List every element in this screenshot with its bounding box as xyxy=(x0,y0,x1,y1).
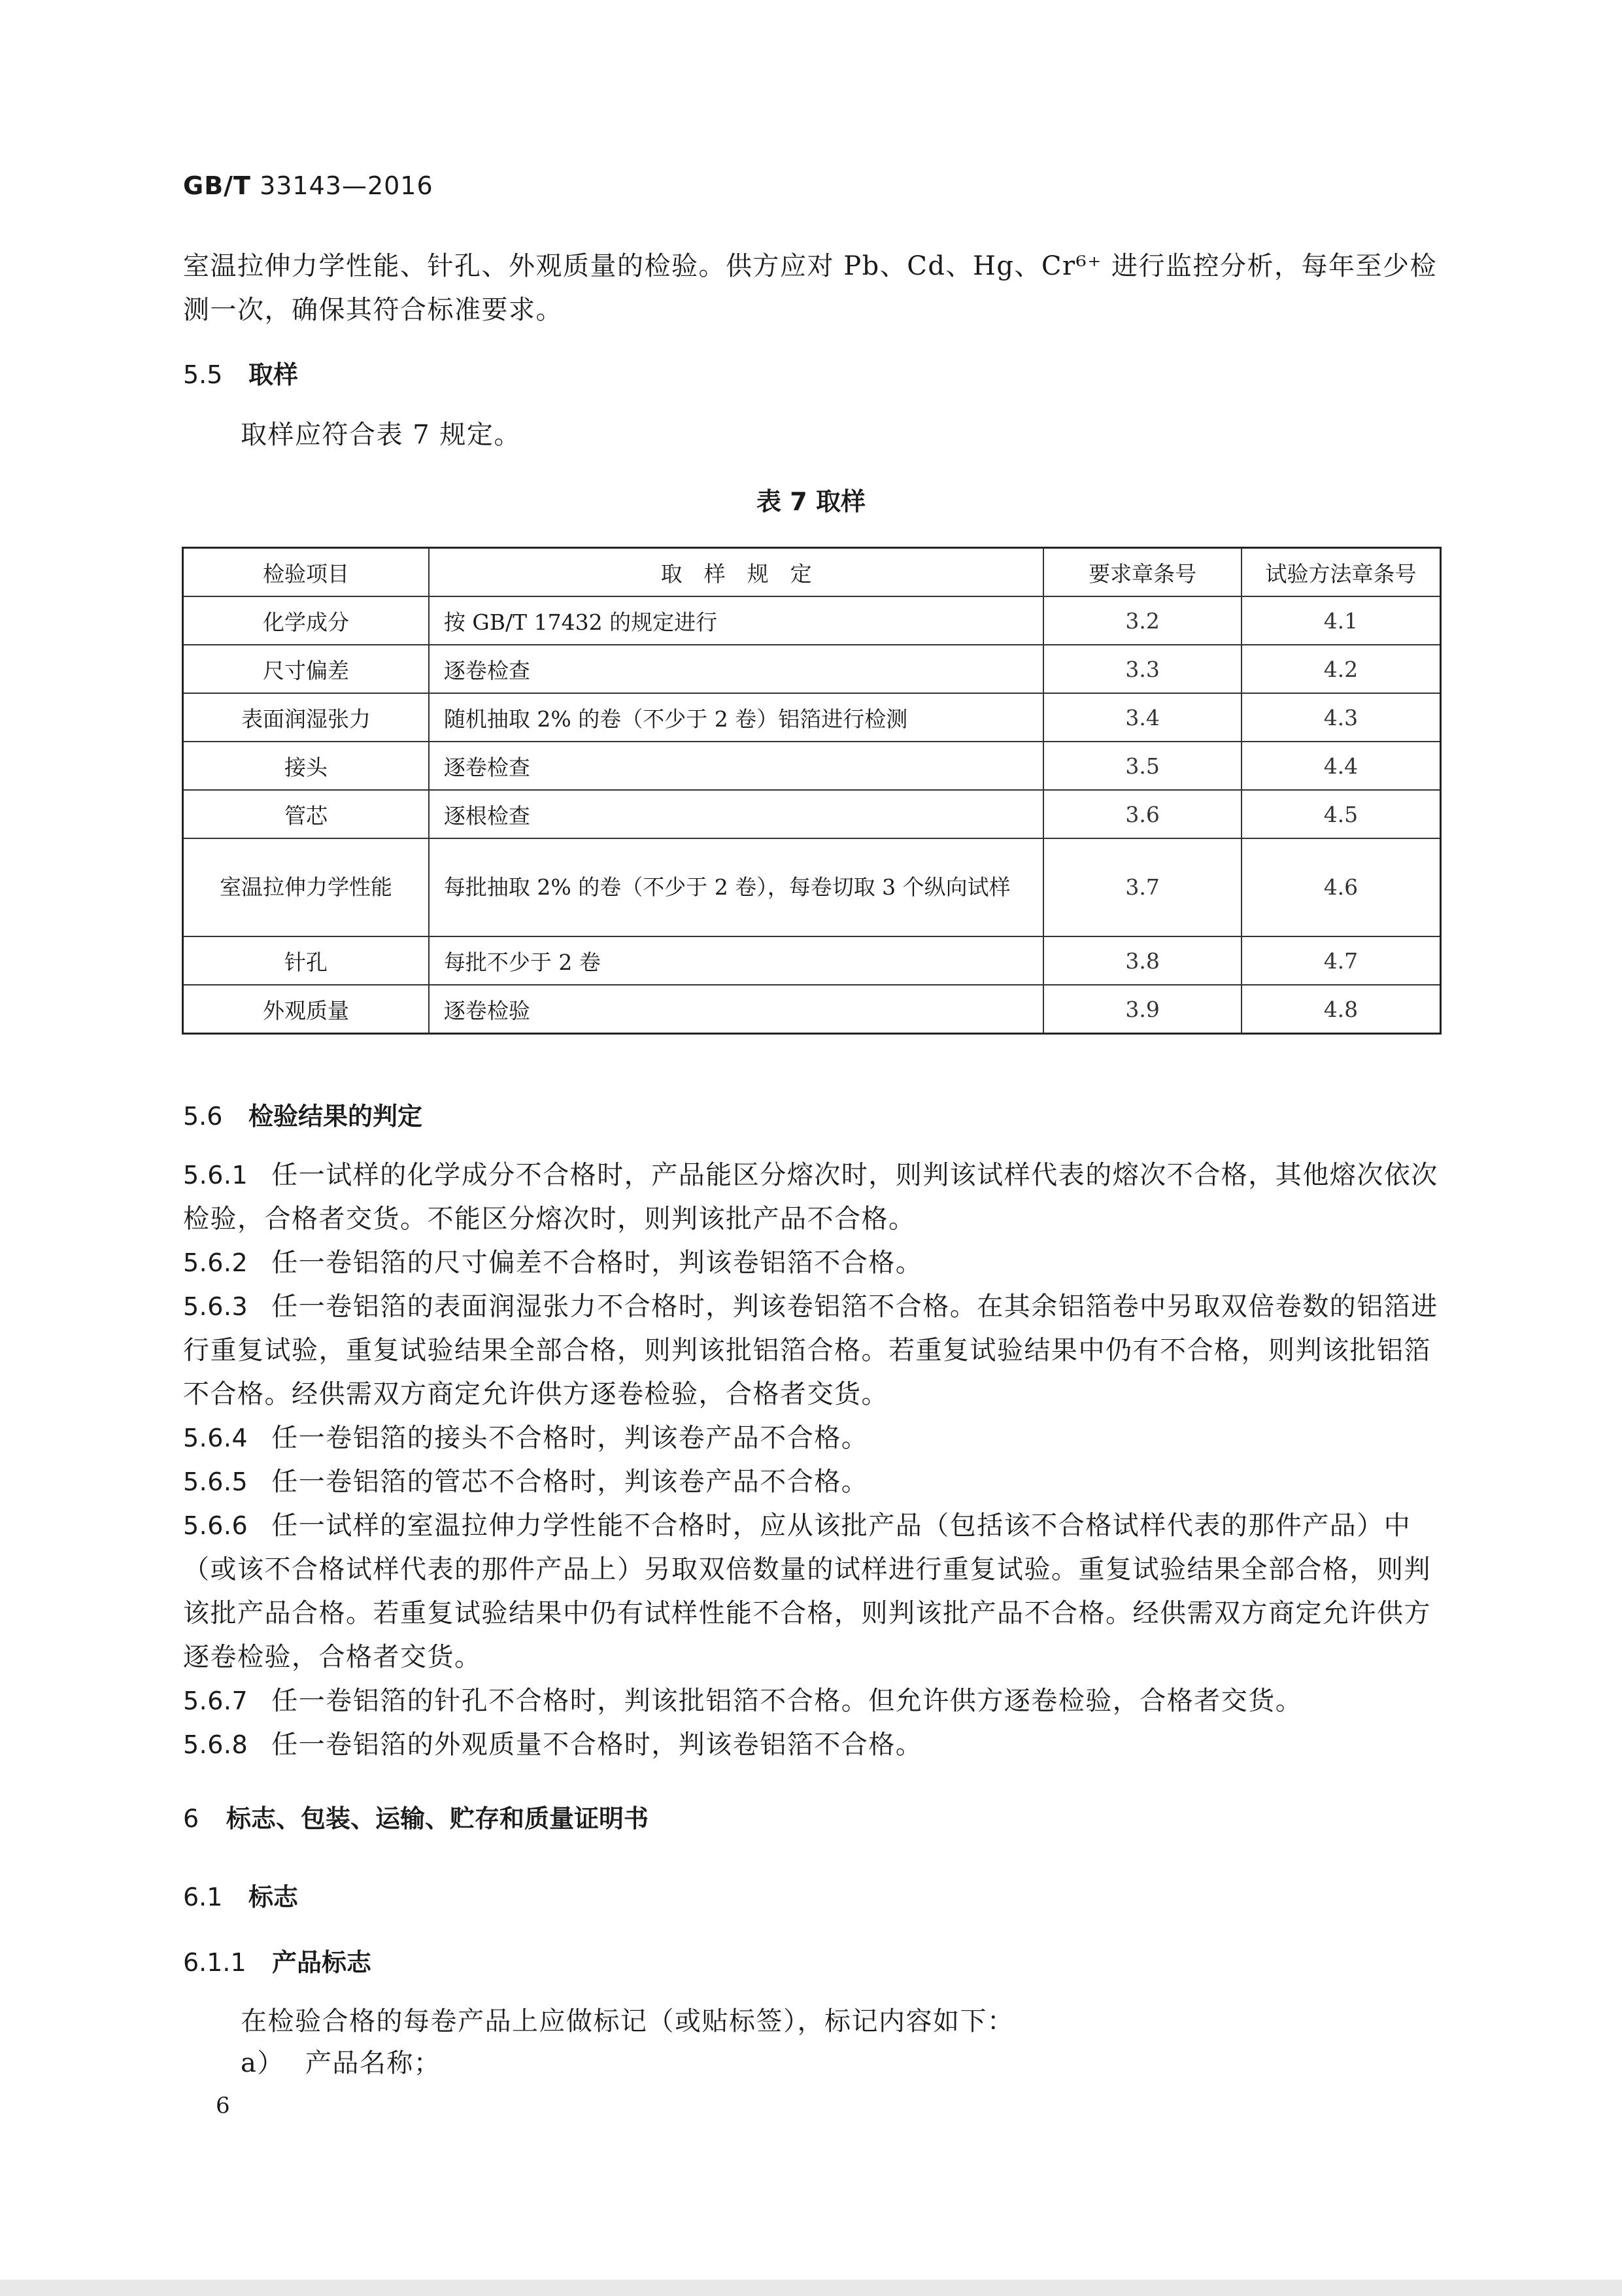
standard-header xyxy=(183,171,433,200)
clause-text: 任一卷铝箔的外观质量不合格时，判该卷铝箔不合格。 xyxy=(271,1730,923,1760)
intro-paragraph: 室温拉伸力学性能、针孔、外观质量的检验。供方应对 Pb、Cd、Hg、Cr⁶⁺ 进行监控分析，每年至少检测一次，确保其符合标准要求。 xyxy=(183,251,1438,325)
clause-5-6-8 xyxy=(183,1723,1442,1767)
clause-number: 5.6.7 xyxy=(183,1687,248,1715)
list-item xyxy=(241,2042,441,2085)
table-caption: 表 7 取样 xyxy=(756,487,866,516)
clause-number: 5.6.8 xyxy=(183,1730,248,1759)
table-row xyxy=(183,790,1441,838)
clause-5-6-4 xyxy=(183,1416,1442,1460)
table-row xyxy=(183,936,1441,985)
clause-number: 5.6.2 xyxy=(183,1248,248,1277)
rule-cell: 每批抽取 2% 的卷（不少于 2 卷），每卷切取 3 个纵向试样 xyxy=(429,838,1043,936)
rule-cell: 随机抽取 2% 的卷（不少于 2 卷）铝箔进行检测 xyxy=(429,693,1043,742)
method-cell: 4.2 xyxy=(1242,645,1441,693)
req-cell: 3.3 xyxy=(1043,645,1242,693)
section-title: 产品标志 xyxy=(272,1948,372,1977)
item-cell: 表面润湿张力 xyxy=(183,693,429,742)
table-row xyxy=(183,742,1441,790)
clause-text: 任一卷铝箔的接头不合格时，判该卷产品不合格。 xyxy=(271,1423,869,1453)
table-row xyxy=(183,693,1441,742)
method-cell: 4.8 xyxy=(1242,985,1441,1034)
section-title: 标志 xyxy=(248,1883,299,1911)
method-cell: 4.1 xyxy=(1242,596,1441,645)
rule-cell: 每批不少于 2 卷 xyxy=(429,936,1043,985)
item-cell: 外观质量 xyxy=(183,985,429,1034)
section-6-1-1-text: 在检验合格的每卷产品上应做标记（或贴标签），标记内容如下： xyxy=(241,2006,1015,2036)
table-row xyxy=(183,645,1441,693)
method-cell: 4.6 xyxy=(1242,838,1441,936)
method-cell: 4.3 xyxy=(1242,693,1441,742)
clause-text: 任一试样的化学成分不合格时，产品能区分熔次时，则判该试样代表的熔次不合格，其他熔次依次检验，合格者交货。不能区分熔次时，则判该批产品不合格。 xyxy=(183,1160,1438,1234)
list-text: 产品名称； xyxy=(305,2048,441,2078)
section-heading-5-6 xyxy=(183,1096,422,1132)
section-number: 6.1 xyxy=(183,1883,223,1911)
section-heading-6-1 xyxy=(183,1877,298,1913)
standard-prefix: GB/T xyxy=(183,171,251,200)
section-number: 5.6 xyxy=(183,1102,223,1131)
item-cell: 化学成分 xyxy=(183,596,429,645)
rule-cell: 逐卷检查 xyxy=(429,645,1043,693)
section-heading-5-5 xyxy=(183,354,298,390)
section-number: 6 xyxy=(183,1804,199,1833)
list-marker: a） xyxy=(241,2048,284,2078)
clause-number: 5.6.6 xyxy=(183,1511,248,1540)
sampling-table xyxy=(182,547,1442,1035)
table-row xyxy=(183,596,1441,645)
table-row xyxy=(183,838,1441,936)
table-header-cell: 取 样 规 定 xyxy=(429,548,1043,597)
page-number: 6 xyxy=(216,2093,230,2119)
clause-text: 任一试样的室温拉伸力学性能不合格时，应从该批产品（包括该不合格试样代表的那件产品）中（或该不合格试样代表的那件产品上）另取双倍数量的试样进行重复试验。重复试验结果全部合格，则判该批产品合格。若重复试验结果中仍有试样性能不合格，则判该批产品不合格。经供需双方商定允许供方逐卷检验，合格者交货。 xyxy=(183,1511,1431,1672)
section-heading-6-1-1 xyxy=(183,1942,371,1978)
table-row xyxy=(183,985,1441,1034)
clause-text: 任一卷铝箔的尺寸偏差不合格时，判该卷铝箔不合格。 xyxy=(271,1248,923,1278)
section-title: 取样 xyxy=(248,360,299,389)
clause-number: 5.6.3 xyxy=(183,1292,248,1321)
item-cell: 室温拉伸力学性能 xyxy=(183,838,429,936)
section-title: 标志、包装、运输、贮存和质量证明书 xyxy=(226,1804,649,1833)
clause-5-6-3 xyxy=(183,1285,1442,1416)
item-cell: 管芯 xyxy=(183,790,429,838)
section-number: 5.5 xyxy=(183,360,223,389)
clause-number: 5.6.1 xyxy=(183,1161,248,1190)
table-header-cell: 检验项目 xyxy=(183,548,429,597)
section-5-5-text: 取样应符合表 7 规定。 xyxy=(241,420,521,450)
req-cell: 3.8 xyxy=(1043,936,1242,985)
clause-5-6-6 xyxy=(183,1504,1442,1679)
clause-text: 任一卷铝箔的管芯不合格时，判该卷产品不合格。 xyxy=(271,1467,869,1497)
req-cell: 3.5 xyxy=(1043,742,1242,790)
table-header-row xyxy=(183,548,1441,597)
section-number: 6.1.1 xyxy=(183,1948,246,1977)
clause-number: 5.6.4 xyxy=(183,1424,248,1452)
clause-text: 任一卷铝箔的针孔不合格时，判该批铝箔不合格。但允许供方逐卷检验，合格者交货。 xyxy=(271,1686,1303,1716)
rule-cell: 逐卷检验 xyxy=(429,985,1043,1034)
item-cell: 接头 xyxy=(183,742,429,790)
item-cell: 尺寸偏差 xyxy=(183,645,429,693)
rule-cell: 按 GB/T 17432 的规定进行 xyxy=(429,596,1043,645)
clause-number: 5.6.5 xyxy=(183,1467,248,1496)
standard-number: 33143—2016 xyxy=(260,171,433,200)
method-cell: 4.7 xyxy=(1242,936,1441,985)
req-cell: 3.6 xyxy=(1043,790,1242,838)
section-title: 检验结果的判定 xyxy=(248,1102,423,1131)
req-cell: 3.4 xyxy=(1043,693,1242,742)
clause-5-6-7 xyxy=(183,1679,1442,1723)
req-cell: 3.9 xyxy=(1043,985,1242,1034)
section-heading-6 xyxy=(183,1798,649,1834)
clause-5-6-2 xyxy=(183,1241,1442,1285)
table-header-cell: 要求章条号 xyxy=(1043,548,1242,597)
clause-text: 任一卷铝箔的表面润湿张力不合格时，判该卷铝箔不合格。在其余铝箔卷中另取双倍卷数的铝箔进行重复试验，重复试验结果全部合格，则判该批铝箔合格。若重复试验结果中仍有不合格，则判该批铝箔不合格。经供需双方商定允许供方逐卷检验，合格者交货。 xyxy=(183,1292,1438,1409)
method-cell: 4.4 xyxy=(1242,742,1441,790)
scan-edge xyxy=(0,2280,1622,2296)
clause-5-6-5 xyxy=(183,1460,1442,1504)
item-cell: 针孔 xyxy=(183,936,429,985)
clause-5-6-1 xyxy=(183,1154,1442,1241)
rule-cell: 逐卷检查 xyxy=(429,742,1043,790)
req-cell: 3.7 xyxy=(1043,838,1242,936)
req-cell: 3.2 xyxy=(1043,596,1242,645)
rule-cell: 逐根检查 xyxy=(429,790,1043,838)
method-cell: 4.5 xyxy=(1242,790,1441,838)
table-header-cell: 试验方法章条号 xyxy=(1242,548,1441,597)
